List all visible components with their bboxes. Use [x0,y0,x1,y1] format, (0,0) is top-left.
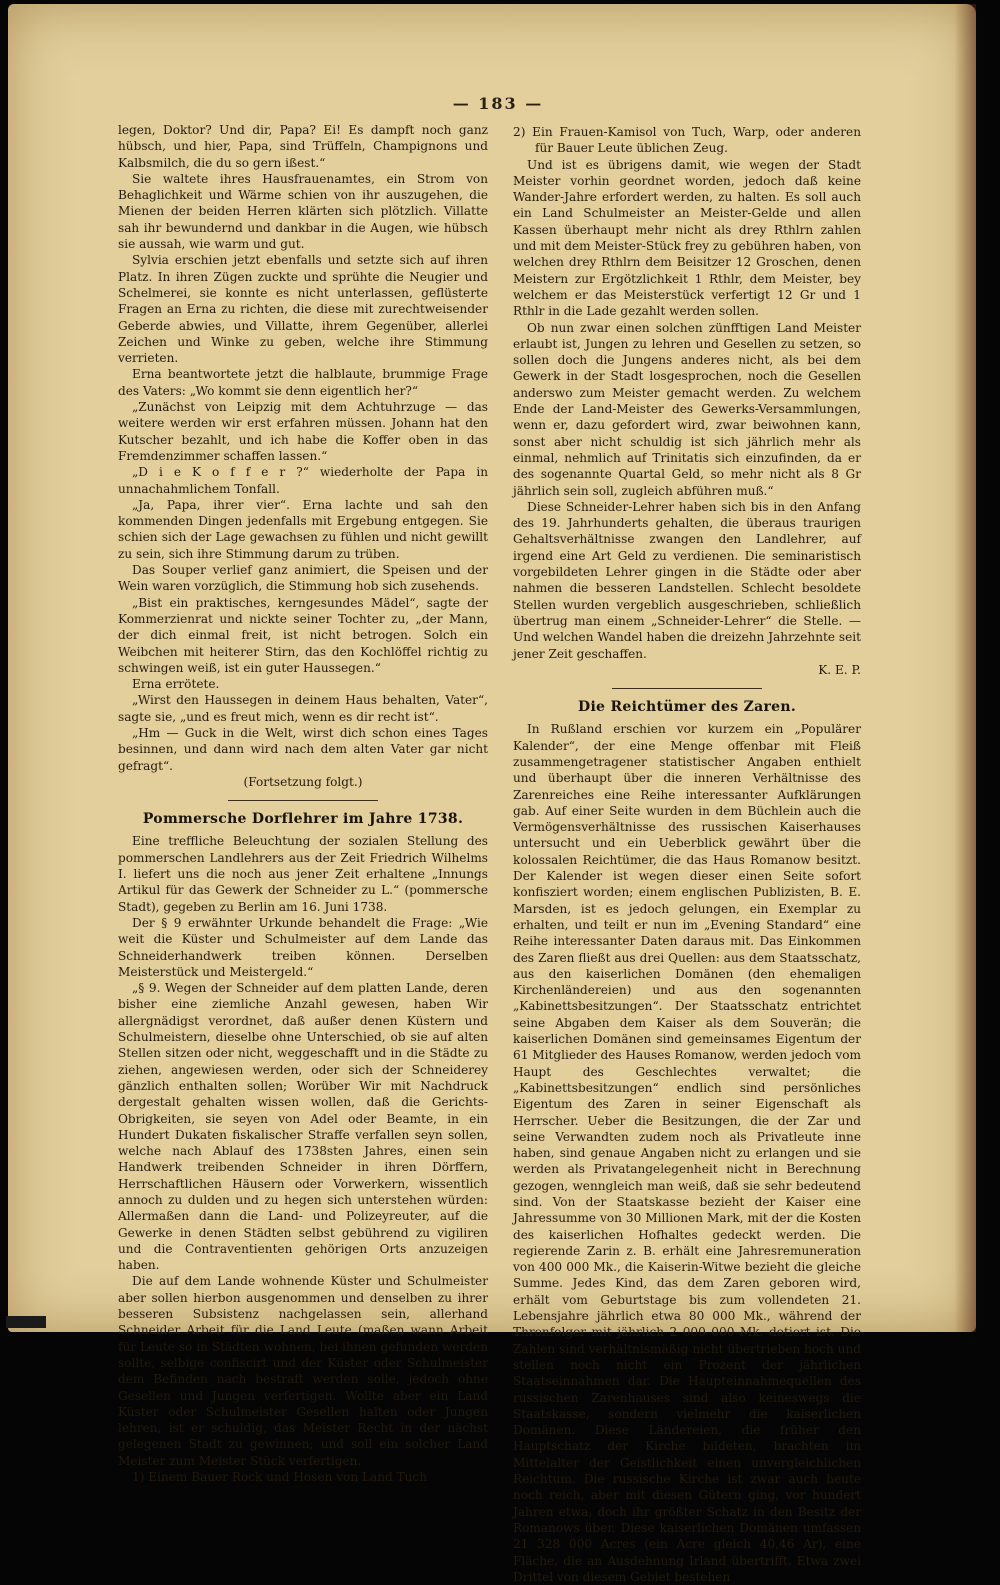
article-title-pommersche: Pommersche Dorflehrer im Jahre 1738. [142,811,464,828]
list-item: 2) Ein Frauen-Kamisol von Tuch, Warp, oder anderen für Bauer Leute üblichen Zeug. [513,125,861,156]
article-paragraph: Der § 9 erwähnter Urkunde behandelt die Frage: „Wie weit die Küster und Schulmeister auf dem Lande das Schneiderhandwerk treiben können. Derselben Meisterstück und Meistergeld.“ [118,915,488,979]
story-paragraph: „Zunächst von Leipzig mit dem Achtuhrzuge — das weitere werden wir erst erfahren müssen. Johann hat den Kutscher bezahlt, und ich habe die Koffer oben in das Fremdenzimmer schaffen lassen.“ [118,400,488,463]
section-divider [228,800,378,801]
story-paragraph: legen, Doktor? Und dir, Papa? Ei! Es dampft noch ganz hübsch, und hier, Papa, sind Trüffeln, Champignons und Kalbsmilch, die du so gern ißest.“ [118,123,488,170]
article-paragraph: „§ 9. Wegen der Schneider auf dem platten Lande, deren bisher eine ziemliche Anzahl gewesen, haben Wir allergnädigst verordnet, daß außer denen Küstern und Schulmeistern, dieselbe ohne Unterschied, ob sie auf alten Stellen sitzen oder nicht, weggeschafft und in die Städte zu ziehen, angewiesen werden, oder sich der Schneiderey gänzlich enthalten sollen; Worüber Wir mit Nachdruck dergestalt gehalten wissen wollen, daß die Gerichts-Obrigkeiten, sie seyen von Adel oder Beamte, in ein Hundert Dukaten fiskalischer Straffe verfallen seyn sollen, welche nach Ablauf des 1738sten Jahres, einen sein Handwerk treibenden Schneider in ihren Dörffern, Herrschaftlichen Häusern oder Vorwerkern, wissentlich annoch zu dulden und zu hegen sich unterstehen würden: Allermaßen dann die Land- und Polizeyreuter, auf die Gewerke in denen Städten selbst gebührend zu vigiliren und die Contraventienten gehörigen Orts anzuzeigen haben. [118,981,488,1273]
article-paragraph: Eine treffliche Beleuchtung der sozialen Stellung des pommerschen Landlehrers aus der Zeit Friedrich Wilhelms I. liefert uns die noch aus jener Zeit erhaltene „Innungs Artikul für das Gewerk der Schneider zu L.“ (pommersche Stadt), gegeben zu Berlin am 16. Juni 1738. [118,834,488,914]
story-paragraph: „Hm — Guck in die Welt, wirst dich schon eines Tages besinnen, und dann wird nach dem alten Vater gar nicht gefragt“. [118,725,488,773]
right-column [513,124,861,1585]
section-divider [612,688,762,689]
left-column [118,122,488,1485]
scan-edge [6,1316,46,1328]
article-paragraph: Diese Schneider-Lehrer haben sich bis in den Anfang des 19. Jahrhunderts gehalten, die überaus traurigen Gehaltsverhältnisse zwangen den Landlehrer, auf irgend eine Art Geld zu verdienen. Die seminaristisch vorgebildeten Lehrer gingen in die Städte oder aber nahmen die besseren Landstellen. Schlecht besoldete Stellen wurden vergeblich ausgeschrieben, schließlich übertrug man einem „Schneider-Lehrer“ die Stelle. — Und welchen Wandel haben die dreizehn Jahrzehnte seit jener Zeit geschaffen. [513,499,861,661]
author-signature: K. E. P. [818,662,861,677]
story-paragraph: Sylvia erschien jetzt ebenfalls und setzte sich auf ihren Platz. In ihren Zügen zuckte und sprühte die Neugier und Schelmerei, sie konnte es nicht unterlassen, geflüsterte Fragen an Erna zu richten, die diese mit zurechtweisender Geberde abwies, und Villatte, ihrem Gegenüber, allerlei Zeichen und Winke zu geben, welche ihre Stimmung verrieten. [118,253,488,366]
article-title-zaren: Die Reichtümer des Zaren. [578,699,796,716]
article-paragraph: Und ist es übrigens damit, wie wegen der Stadt Meister vorhin geordnet worden, jedoch daß keine Wander-Jahre erfordert werden, zu halten. Es soll auch ein Land Schulmeister an Meister-Gelde und allen Kassen überhaupt mehr nicht als drey Rthlrn zahlen und mit dem Meister-Stück frey zu gebühren haben, von welchen drey Rthlrn dem Beisitzer 12 Groschen, denen Meistern zur Ergötzlichkeit 1 Rthlr, dem Meister, bey welchem er das Meisterstück verfertigt 12 Gr und 1 Rthlr in die Lade gezahlt werden sollen. [513,157,861,319]
article-paragraph: In Rußland erschien vor kurzem ein „Populärer Kalender“, der eine Menge offenbar mit Fleiß zusammengetragener statistischer Angaben enthielt und überhaupt über die inneren Verhältnisse des Zarenreiches eine Reihe interessanter Aufklärungen gab. Auf einer Seite wurden in dem Büchlein auch die Vermögensverhältnisse des russischen Kaiserhauses untersucht und ein Ueberblick gewährt über die kolossalen Reichtümer, die das Haus Romanow besitzt. Der Kalender ist wegen dieser einen Seite sofort konfisziert worden; einem englischen Publizisten, B. E. Marsden, ist es jedoch gelungen, ein Exemplar zu erhalten, und teilt er nun im „Evening Standard“ eine Reihe interessanter Daten daraus mit. Das Einkommen des Zaren fließt aus drei Quellen: aus dem Staatsschatz, aus den kaiserlichen Domänen (den ehemaligen Kirchenländereien) und aus den sogenannten „Kabinettsbesitzungen“. Der Staatsschatz entrichtet seine Abgaben dem Kaiser als dem Souverän; die kaiserlichen Domänen sind gemeinsames Eigentum der 61 Mitglieder des Hauses Romanow, werden jedoch vom Haupt des Geschlechtes verwaltet; die „Kabinettsbesitzungen“ endlich sind persönliches Eigentum des Zaren in seiner Eigenschaft als Herrscher. Ueber die Besitzungen, die der Zar und seine Verwandten zudem noch als Privatleute inne haben, sind genaue Angaben nicht zu erlangen und sie werden als Privatangelegenheit nicht in Berechnung gezogen, wenngleich man weiß, daß sie sehr bedeutend sind. Von der Staatskasse bezieht der Kaiser eine Jahressumme von 30 Millionen Mark, mit der die Kosten des kaiserlichen Hofhaltes gedeckt werden. Die regierende Zarin z. B. erhält eine Jahresremuneration von 400 000 Mk., die Kaiserin-Witwe bezieht die gleiche Summe. Jedes Kind, das dem Zaren geboren wird, erhält vom Geburtstage bis zum vollendeten 21. Lebensjahre jährlich etwa 80 000 Mk., während der Thronfolger mit jährlich 2 000 000 Mk. dotiert ist. Die Zahlen sind verhältnismäßig nicht übertrieben hoch und stellen noch nicht ein Prozent der jährlichen Staatseinnahmen dar. Die Haupteinnahmequellen des russischen Zarenhauses sind also keineswegs die Staatskasse, sondern vielmehr die kaiserlichen Domänen. Diese Ländereien, die früher den Hauptschatz der Kirche bildeten, brachten im Mittelalter der Geistlichkeit einen unvergleichlichen Reichtum. Die russische Kirche ist zwar auch heute noch reich, aber mit diesen Gütern ging, vor hundert Jahren etwa, doch ihr größter Schatz in den Besitz der Romanows über. Diese kaiserlichen Domänen umfassen 21 328 000 Acres (ein Acre gleich 40,46 Ar), eine Fläche, die an Ausdehnung Irland übertrifft. Etwa zwei Drittel von diesem Gebiet bestehen [513,722,861,1584]
list-item: 1) Einem Bauer Rock und Hosen von Land Tuch [132,1470,427,1485]
story-paragraph: Erna errötete. [132,677,220,692]
article-paragraph: Ob nun zwar einen solchen zünfftigen Land Meister erlaubt ist, Jungen zu lehren und Gesellen zu setzen, so sollen doch die Jungens anderes nicht, als bei dem Gewerk in der Stadt losgesprochen, noch die Gesellen anderswo zum Meister gemacht werden. Zu welchem Ende der Land-Meister des Gewerks-Versammlungen, wenn er, dazu gefordert wird, zwar beiwohnen kann, sonst aber nicht schuldig ist sich jährlich mehr als einmal, nehmlich auf Trinitatis sich einzufinden, da er des sogenannte Quartal Geld, so mehr nicht als 8 Gr jährlich sein soll, zugleich abführen muß.“ [513,320,861,498]
article-paragraph: Die auf dem Lande wohnende Küster und Schulmeister aber sollen hierbon ausgenommen und denselben zu ihrer besseren Subsistenz nachgelassen sein, allerhand Schneider Arbeit für die Land Leute (maßen wann Arbeit für Leute so in Städten wohnen, bei ihnen gefunden werden sollte, selbige confiscirt und der Küster oder Schulmeister dem Befinden nach bestraft werden solle, jedoch ohne Gesellen und Jungen verfertigen. Wollte aber ein Land Küster oder Schulmeister Gesellen halten oder Jungen lehren, ist er schuldig, das Meister Recht in der nächst gelegenen Stadt zu gewinnen; und soll ein solcher Land Meister zum Meister Stück verfertigen. [118,1274,488,1468]
story-paragraph: „Ja, Papa, ihrer vier“. Erna lachte und sah den kommenden Dingen jedenfalls mit Ergebung entgegen. Sie schien sich der Lage gewachsen zu fühlen und nicht gewillt zu sein, sich ihre Stimmung darum zu trüben. [118,497,488,561]
story-paragraph: Erna beantwortete jetzt die halblaute, brummige Frage des Vaters: „Wo kommt sie denn eigentlich her?“ [118,367,488,398]
newspaper-page [8,4,976,1584]
story-paragraph: Sie waltete ihres Hausfrauenamtes, ein Strom von Behaglichkeit und Wärme schien von ihr auszugehen, die Mienen der beiden Herren klärten sich plötzlich. Villatte sah ihr bewundernd und dankbar in die Augen, wie hübsch sie aussah, wie warm und gut. [118,171,488,252]
story-paragraph: „D i e K o f f e r ?“ wiederholte der Papa in unnachahmlichem Tonfall. [118,465,488,496]
story-paragraph: Das Souper verlief ganz animiert, die Speisen und der Wein waren vorzüglich, die Stimmung hob sich zusehends. [118,563,488,594]
page-number: — 183 — [452,94,544,113]
continuation-note: (Fortsetzung folgt.) [243,774,363,789]
story-paragraph: „Wirst den Haussegen in deinem Haus behalten, Vater“, sagte sie, „und es freut mich, wenn es dir recht ist“. [118,693,488,724]
story-paragraph: „Bist ein praktisches, kerngesundes Mädel“, sagte der Kommerzienrat und nickte seiner Tochter zu, „der Mann, der dich einmal freit, ist nicht betrogen. Solch ein Weibchen mit heiterer Stirn, das den Kochlöffel richtig zu schwingen weiß, ist ein guter Haussegen.“ [118,595,488,675]
